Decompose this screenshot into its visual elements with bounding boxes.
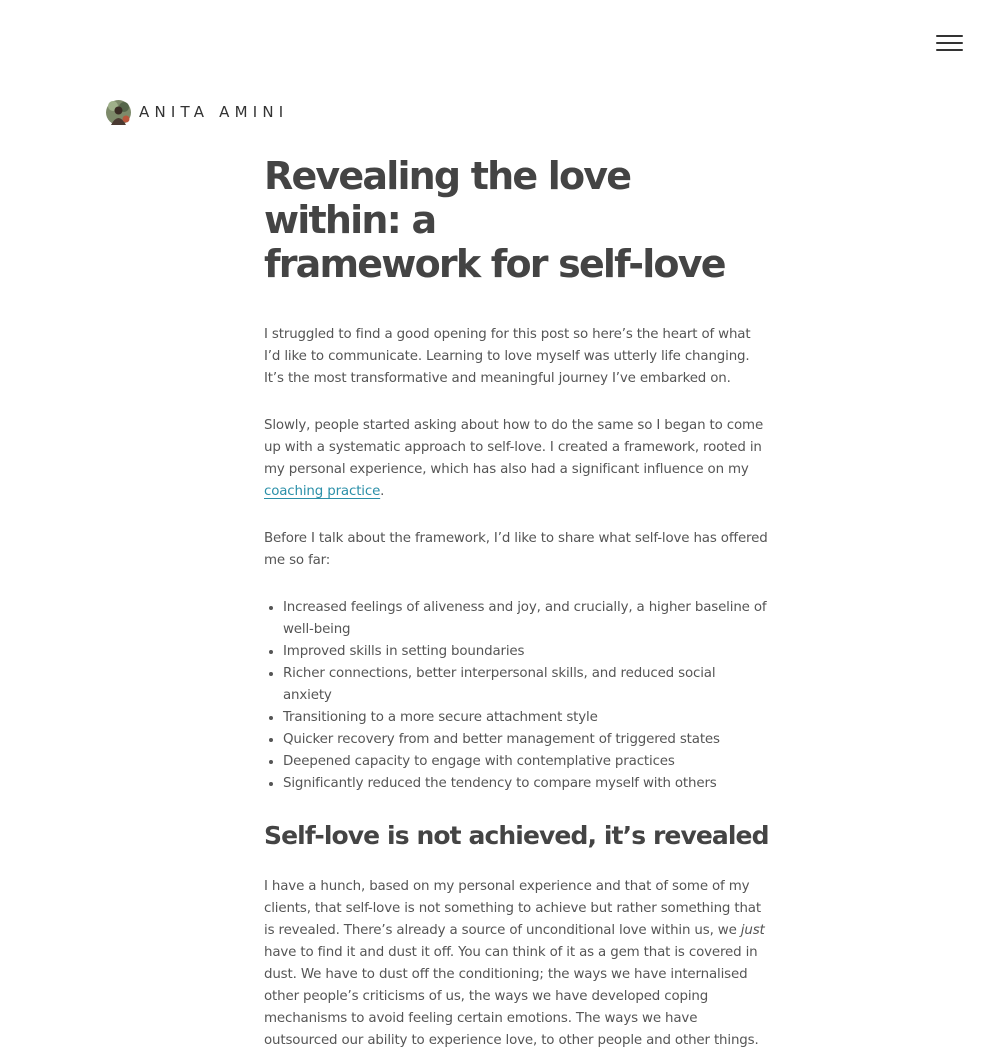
intro-paragraph: I struggled to find a good opening for this post so here’s the heart of what I’d like to communicate. Learning to love myself was utterly life changing. It’s the most transformative and meaningful journey I’ve embarked on. xyxy=(264,327,751,386)
site-name: ANITA AMINI xyxy=(139,103,289,121)
blog-post xyxy=(264,154,769,1052)
post-title-line: Revealing the love within: a xyxy=(264,154,631,242)
section-heading: Self-love is not achieved, it’s revealed xyxy=(264,821,769,850)
hamburger-menu-icon-bar xyxy=(936,35,963,37)
hunch-paragraph: I have a hunch, based on my personal experience and that of some of my clients, that self-love is not something to achieve but rather something that is revealed. There’s already a source of unconditional love within us, we just have to find it and dust it off. You can think of it as a gem that is covered in dust. We have to dust off the conditioning; the ways we have internalised other people’s criticisms of us, the ways we have developed coping mechanisms to avoid feeling certain emotions. The ways we have outsourced our ability to experience love, to other people and other things. xyxy=(264,879,765,1048)
hamburger-menu-icon-bar xyxy=(936,42,963,44)
emphasis-just: just xyxy=(740,923,765,938)
post-title xyxy=(264,154,740,286)
author-avatar xyxy=(106,100,131,125)
hamburger-menu-icon-bar xyxy=(936,49,963,51)
site-home-link[interactable] xyxy=(106,99,288,125)
list-item: • Richer connections, better interpersonal skills, and reduced social anxiety xyxy=(283,663,740,707)
list-item: • Significantly reduced the tendency to compare myself with others xyxy=(283,773,740,795)
benefits-intro-paragraph: Before I talk about the framework, I’d like to share what self-love has offered me so far: xyxy=(264,531,768,568)
list-item: • Improved skills in setting boundaries xyxy=(283,641,740,663)
list-item: • Increased feelings of aliveness and joy, and crucially, a higher baseline of well-being xyxy=(283,597,740,641)
list-item: • Transitioning to a more secure attachment style xyxy=(283,707,740,729)
benefits-list xyxy=(264,597,767,795)
list-item: • Quicker recovery from and better management of triggered states xyxy=(283,729,740,751)
coaching-practice-link[interactable]: coaching practice xyxy=(264,484,381,499)
list-item: • Deepened capacity to engage with contemplative practices xyxy=(283,751,740,773)
framework-paragraph: Slowly, people started asking about how to do the same so I began to come up with a systematic approach to self-love. I created a framework, rooted in my personal experience, which has also had a significant influence on my coaching practice. xyxy=(264,418,764,499)
post-title-line: framework for self-love xyxy=(264,242,725,286)
menu-button[interactable] xyxy=(936,34,964,54)
